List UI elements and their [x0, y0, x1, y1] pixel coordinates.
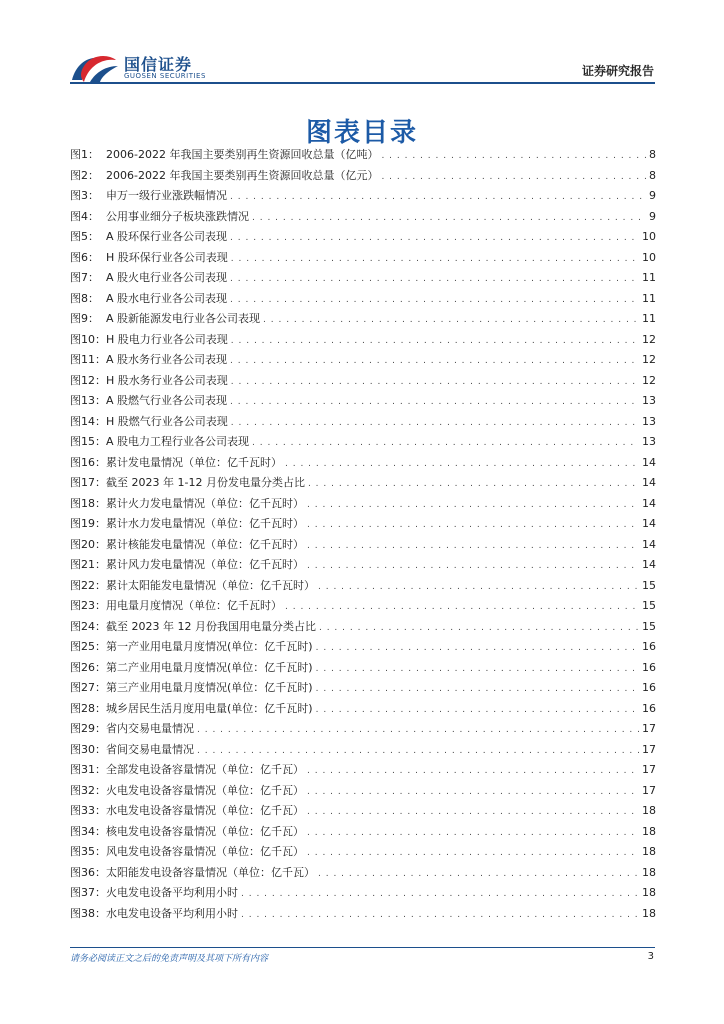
toc-entry-page: 15 — [642, 619, 656, 633]
toc-entry-label: 城乡居民生活月度用电量(单位：亿千瓦时) — [106, 701, 313, 715]
toc-entry[interactable] — [70, 433, 656, 454]
toc-entry-label: 累计水力发电量情况（单位：亿千瓦时） — [106, 517, 304, 530]
toc-entry-number: 图35： — [70, 845, 106, 858]
guosen-logo — [70, 50, 260, 86]
toc-entry-leader-dots — [307, 766, 639, 776]
toc-entry[interactable] — [70, 372, 656, 393]
toc-entry[interactable] — [70, 392, 656, 413]
footer-divider — [70, 947, 655, 948]
toc-title: 图表目录 — [305, 118, 418, 148]
toc-entry-label: 截至 2023 年 12 月份我国用电量分类占比 — [106, 619, 316, 633]
toc-entry-label: H 股水务行业各公司表现 — [106, 373, 228, 387]
toc-entry-leader-dots — [241, 889, 639, 899]
toc-entry-leader-dots — [307, 807, 639, 817]
toc-entry-page: 11 — [642, 312, 656, 325]
toc-entry[interactable] — [70, 597, 656, 618]
toc-entry-label: 水电发电设备平均利用小时 — [106, 906, 238, 920]
toc-entry-page: 18 — [642, 845, 656, 858]
toc-entry-leader-dots — [230, 356, 639, 366]
toc-entry-leader-dots — [318, 582, 639, 592]
toc-entry-number: 图11： — [70, 353, 106, 366]
toc-entry[interactable] — [70, 474, 656, 495]
toc-entry-label: A 股燃气行业各公司表现 — [106, 394, 228, 407]
toc-entry-number: 图12： — [70, 373, 106, 387]
toc-entry-label: 全部发电设备容量情况（单位：亿千瓦） — [106, 763, 304, 776]
toc-entry-leader-dots — [230, 192, 646, 202]
report-type-label: 证券研究报告 — [581, 64, 654, 78]
toc-entry-page: 17 — [642, 763, 656, 776]
toc-entry-number: 图28： — [70, 701, 106, 715]
toc-entry-label: 累计核能发电量情况（单位：亿千瓦时） — [106, 537, 304, 551]
toc-entry-leader-dots — [316, 684, 639, 694]
toc-entry-label: 火电发电设备平均利用小时 — [106, 886, 238, 899]
toc-entry[interactable] — [70, 515, 656, 536]
toc-entry-leader-dots — [381, 172, 646, 182]
toc-entry-leader-dots — [307, 848, 639, 858]
header-divider — [70, 82, 655, 84]
toc-entry[interactable] — [70, 290, 656, 311]
toc-entry[interactable] — [70, 331, 656, 352]
toc-entry[interactable] — [70, 700, 656, 721]
toc-entry-leader-dots — [230, 233, 639, 243]
toc-entry-leader-dots — [308, 479, 639, 489]
toc-entry-page: 12 — [642, 353, 656, 366]
toc-entry-label: 2006-2022 年我国主要类别再生资源回收总量（亿元） — [106, 168, 379, 182]
toc-entry[interactable] — [70, 167, 656, 188]
toc-entry-leader-dots — [230, 295, 639, 305]
toc-entry-leader-dots — [231, 336, 639, 346]
toc-entry-label: 水电发电设备容量情况（单位：亿千瓦） — [106, 804, 304, 817]
toc-entry-leader-dots — [316, 705, 639, 715]
toc-entry[interactable] — [70, 782, 656, 803]
toc-entry-page: 16 — [642, 701, 656, 715]
toc-entry-page: 14 — [642, 496, 656, 510]
toc-entry-leader-dots — [231, 377, 639, 387]
toc-entry-number: 图9： — [70, 312, 99, 325]
toc-entry-label: 申万一级行业涨跌幅情况 — [106, 189, 227, 202]
toc-entry-page: 10 — [642, 230, 656, 243]
toc-entry[interactable] — [70, 659, 656, 680]
toc-entry[interactable] — [70, 269, 656, 290]
page-number: 3 — [647, 951, 654, 962]
toc-entry-label: 省内交易电量情况 — [106, 722, 194, 735]
toc-entry-page: 18 — [642, 906, 656, 920]
toc-entry-leader-dots — [231, 254, 639, 264]
toc-entry[interactable] — [70, 146, 656, 167]
toc-entry-number: 图27： — [70, 681, 106, 694]
toc-entry-page: 12 — [642, 373, 656, 387]
toc-entry-label: 第三产业用电量月度情况(单位：亿千瓦时) — [106, 681, 313, 694]
toc-entry-label: 太阳能发电设备容量情况（单位：亿千瓦） — [106, 865, 315, 879]
toc-entry-label: 核电发电设备容量情况（单位：亿千瓦） — [106, 824, 304, 838]
toc-entry-label: A 股环保行业各公司表现 — [106, 230, 228, 243]
toc-entry-leader-dots — [318, 869, 639, 879]
toc-entry[interactable] — [70, 228, 656, 249]
toc-entry-number: 图23： — [70, 599, 106, 612]
toc-entry-label: 累计风力发电量情况（单位：亿千瓦时） — [106, 558, 304, 571]
toc-entry-number: 图20： — [70, 537, 106, 551]
toc-entry[interactable] — [70, 823, 656, 844]
toc-entry-leader-dots — [316, 643, 639, 653]
disclaimer-note: 请务必阅读正文之后的免责声明及其项下所有内容 — [70, 954, 269, 964]
toc-entry-page: 17 — [642, 742, 656, 756]
toc-entry-number: 图19： — [70, 517, 106, 530]
toc-entry-number: 图21： — [70, 558, 106, 571]
toc-entry[interactable] — [70, 720, 656, 741]
toc-entry-label: A 股新能源发电行业各公司表现 — [106, 312, 261, 325]
toc-entry[interactable] — [70, 741, 656, 762]
toc-entry-label: 2006-2022 年我国主要类别再生资源回收总量（亿吨） — [106, 148, 379, 161]
toc-entry-number: 图30： — [70, 742, 106, 756]
toc-entry-page: 16 — [642, 681, 656, 694]
toc-entry-label: A 股电力工程行业各公司表现 — [106, 435, 250, 448]
toc-entry-number: 图6： — [70, 250, 99, 264]
page-header — [0, 0, 724, 90]
toc-entry-label: H 股环保行业各公司表现 — [106, 250, 228, 264]
toc-entry-number: 图5： — [70, 230, 99, 243]
toc-entry-number: 图37： — [70, 886, 106, 899]
toc-entry[interactable] — [70, 454, 656, 475]
toc-entry-page: 15 — [642, 599, 656, 612]
toc-entry-leader-dots — [197, 746, 639, 756]
toc-entry-leader-dots — [230, 397, 639, 407]
toc-entry-label: 累计发电量情况（单位：亿千瓦时） — [106, 455, 282, 469]
toc-entry-page: 14 — [642, 558, 656, 571]
toc-entry-page: 10 — [642, 250, 656, 264]
toc-entry-page: 8 — [649, 148, 656, 161]
toc-entry-number: 图16： — [70, 455, 106, 469]
toc-entry[interactable] — [70, 413, 656, 434]
toc-entry-label: 公用事业细分子板块涨跌情况 — [106, 209, 249, 223]
toc-entry-leader-dots — [381, 151, 646, 161]
toc-entry[interactable] — [70, 249, 656, 270]
toc-entry-page: 18 — [642, 886, 656, 899]
toc-entry-number: 图18： — [70, 496, 106, 510]
toc-entry-number: 图38： — [70, 906, 106, 920]
toc-entry-page: 13 — [642, 435, 656, 448]
toc-entry-page: 11 — [642, 291, 656, 305]
toc-entry-number: 图15： — [70, 435, 106, 448]
toc-entry-leader-dots — [231, 418, 639, 428]
toc-entry-page: 13 — [642, 394, 656, 407]
toc-entry-leader-dots — [252, 438, 639, 448]
toc-entry[interactable] — [70, 310, 656, 331]
toc-entry-page: 18 — [642, 824, 656, 838]
toc-entry-label: 用电量月度情况（单位：亿千瓦时） — [106, 599, 282, 612]
toc-entry[interactable] — [70, 495, 656, 516]
toc-entry-page: 9 — [649, 209, 656, 223]
toc-entry-label: 截至 2023 年 1-12 月份发电量分类占比 — [106, 476, 305, 489]
toc-entry-number: 图14： — [70, 414, 106, 428]
toc-entry-number: 图36： — [70, 865, 106, 879]
toc-entry-page: 14 — [642, 476, 656, 489]
toc-entry-number: 图4： — [70, 209, 99, 223]
toc-entry-number: 图26： — [70, 660, 106, 674]
toc-entry-page: 14 — [642, 455, 656, 469]
toc-entry[interactable] — [70, 679, 656, 700]
toc-entry-leader-dots — [307, 520, 639, 530]
toc-entry-leader-dots — [197, 725, 639, 735]
toc-entry-leader-dots — [307, 561, 639, 571]
toc-entry[interactable] — [70, 577, 656, 598]
toc-entry[interactable] — [70, 556, 656, 577]
toc-entry-page: 8 — [649, 168, 656, 182]
toc-entry-label: H 股电力行业各公司表现 — [106, 332, 228, 346]
toc-entry-page: 14 — [642, 517, 656, 530]
toc-entry-label: 第一产业用电量月度情况(单位：亿千瓦时) — [106, 640, 313, 653]
toc-entry-page: 16 — [642, 660, 656, 674]
toc-entry-page: 14 — [642, 537, 656, 551]
toc-entry-leader-dots — [241, 910, 639, 920]
toc-entry-label: 火电发电设备容量情况（单位：亿千瓦） — [106, 783, 304, 797]
toc-entry-page: 18 — [642, 804, 656, 817]
toc-entry-label: H 股燃气行业各公司表现 — [106, 414, 228, 428]
toc-entry-number: 图10： — [70, 332, 106, 346]
toc-entry[interactable] — [70, 351, 656, 372]
toc-entry-leader-dots — [307, 500, 639, 510]
toc-entry[interactable] — [70, 618, 656, 639]
toc-entry-page: 12 — [642, 332, 656, 346]
toc-entry-label: A 股水务行业各公司表现 — [106, 353, 228, 366]
toc-entry-number: 图1： — [70, 148, 99, 161]
toc-entry-page: 17 — [642, 722, 656, 735]
logo-chinese-name: 国信证券 — [124, 55, 193, 74]
toc-entry[interactable] — [70, 638, 656, 659]
logo-english-name: GUOSEN SECURITIES — [124, 72, 206, 80]
toc-entry-page: 16 — [642, 640, 656, 653]
toc-entry-page: 13 — [642, 414, 656, 428]
toc-entry-label: 第二产业用电量月度情况(单位：亿千瓦时) — [106, 660, 313, 674]
toc-entry-leader-dots — [252, 213, 646, 223]
toc-entry[interactable] — [70, 536, 656, 557]
toc-entry-label: A 股水电行业各公司表现 — [106, 291, 228, 305]
toc-entry-number: 图34： — [70, 824, 106, 838]
toc-entry-page: 18 — [642, 865, 656, 879]
toc-entry-leader-dots — [263, 315, 639, 325]
toc-entry-number: 图8： — [70, 291, 99, 305]
toc-entry[interactable] — [70, 843, 656, 864]
toc-entry[interactable] — [70, 208, 656, 229]
toc-entry-leader-dots — [316, 664, 639, 674]
toc-entry-leader-dots — [307, 541, 639, 551]
toc-entry[interactable] — [70, 187, 656, 208]
toc-entry-leader-dots — [285, 459, 639, 469]
toc-entry[interactable] — [70, 802, 656, 823]
toc-entry-leader-dots — [319, 623, 639, 633]
toc-entry-number: 图7： — [70, 271, 99, 284]
toc-entry[interactable] — [70, 905, 656, 926]
toc-entry-number: 图13： — [70, 394, 106, 407]
toc-entry-number: 图33： — [70, 804, 106, 817]
toc-entry-number: 图31： — [70, 763, 106, 776]
toc-entry-label: 累计火力发电量情况（单位：亿千瓦时） — [106, 496, 304, 510]
toc-entry-leader-dots — [285, 602, 639, 612]
toc-entry-page: 9 — [649, 189, 656, 202]
toc-entry-number: 图2： — [70, 168, 99, 182]
toc-entry-number: 图3： — [70, 189, 99, 202]
toc-entry[interactable] — [70, 864, 656, 885]
toc-entry-leader-dots — [307, 828, 639, 838]
toc-entry-label: 累计太阳能发电量情况（单位：亿千瓦时） — [106, 578, 315, 592]
toc-entry-leader-dots — [307, 787, 639, 797]
toc-entry-label: 省间交易电量情况 — [106, 742, 194, 756]
toc-entry-page: 11 — [642, 271, 656, 284]
toc-entry-label: A 股火电行业各公司表现 — [106, 271, 228, 284]
toc-entry-number: 图25： — [70, 640, 106, 653]
guosen-logo-mark-icon — [70, 50, 120, 84]
toc-entry-number: 图24： — [70, 619, 106, 633]
toc-entry-label: 风电发电设备容量情况（单位：亿千瓦） — [106, 845, 304, 858]
toc-entry[interactable] — [70, 884, 656, 905]
toc-entry[interactable] — [70, 761, 656, 782]
toc-entry-page: 15 — [642, 578, 656, 592]
toc-entry-number: 图22： — [70, 578, 106, 592]
figure-toc-list — [70, 146, 656, 925]
toc-entry-number: 图32： — [70, 783, 106, 797]
toc-entry-number: 图17： — [70, 476, 106, 489]
toc-entry-leader-dots — [230, 274, 639, 284]
toc-entry-page: 17 — [642, 783, 656, 797]
toc-entry-number: 图29： — [70, 722, 106, 735]
